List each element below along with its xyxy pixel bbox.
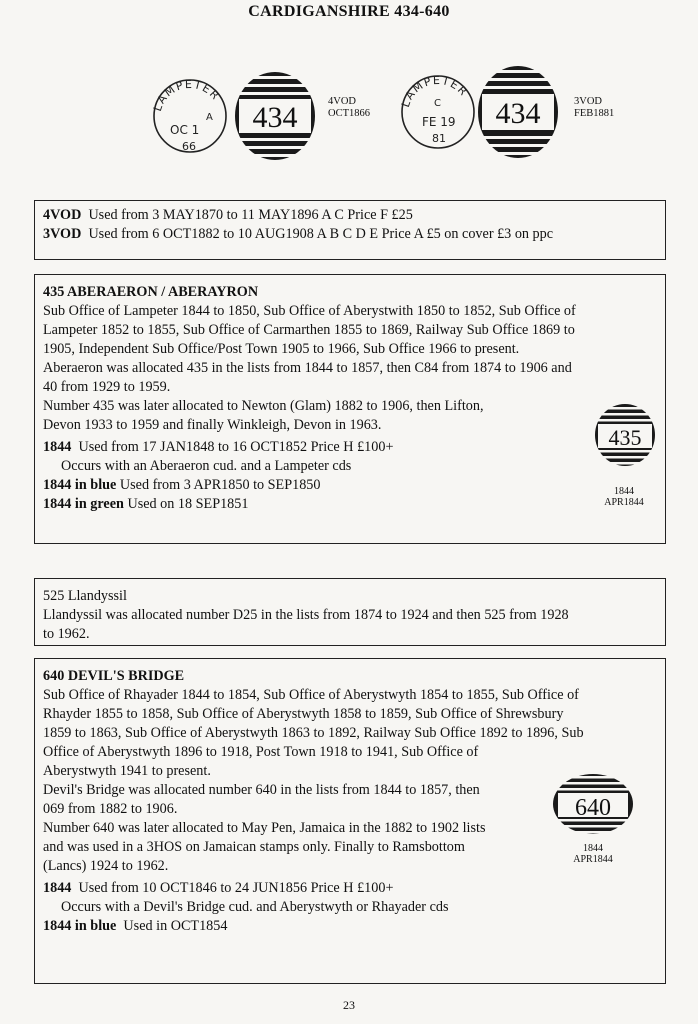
usage-note: Occurs with a Devil's Bridge cud. and Aberystwyth or Rhayader cds xyxy=(61,899,449,915)
entry-box-525-llandyssil xyxy=(34,578,666,646)
svg-text:A: A xyxy=(206,112,213,123)
entry-text-line: Aberystwyth 1941 to present. xyxy=(43,763,211,779)
page-number: 23 xyxy=(343,998,355,1012)
svg-text:435: 435 xyxy=(608,425,642,450)
entry-box-435-aberaeron xyxy=(34,274,666,544)
postmark-label-right: 3VOD FEB1881 xyxy=(574,96,615,119)
usage-row: 1844 Used from 17 JAN1848 to 16 OCT1852 Price H £100+ xyxy=(43,439,394,455)
entry-text-line: 069 from 1882 to 1906. xyxy=(43,801,178,817)
entry-text-line: Aberaeron was allocated 435 in the lists from 1844 to 1857, then C84 from 1874 to 1906 and xyxy=(43,360,572,376)
usage-row: 1844 in blue Used from 3 APR1850 to SEP1850 xyxy=(43,477,321,493)
usage-row: 1844 in green Used on 18 SEP1851 xyxy=(43,496,249,512)
entry-heading: 435 ABERAERON / ABERAYRON xyxy=(43,284,259,300)
entry-text-line: Rhayder 1855 to 1858, Sub Office of Aberystwyth 1858 to 1859, Sub Office of Shrewsbury xyxy=(43,706,564,722)
entry-text-line: (Lancs) 1924 to 1962. xyxy=(43,858,169,874)
svg-text:LAMPETER: LAMPETER xyxy=(150,77,223,113)
entry-text-line: and was used in a 3HOS on Jamaican stamps only. Finally to Ramsbottom xyxy=(43,839,465,855)
entry-text-line: Number 640 was later allocated to May Pen, Jamaica in the 1882 to 1902 lists xyxy=(43,820,486,836)
usage-row-3vod: 3VOD Used from 6 OCT1882 to 10 AUG1908 A B C D E Price A £5 on cover £3 on ppc xyxy=(43,226,554,242)
entry-text-line: to 1962. xyxy=(43,626,90,642)
entry-text-line: Devon 1933 to 1959 and finally Winkleigh, Devon in 1963. xyxy=(43,417,382,433)
entry-text-line: Sub Office of Rhayader 1844 to 1854, Sub Office of Aberystwyth 1854 to 1855, Sub Office of xyxy=(43,687,579,703)
numeral-434-barred-oval-right xyxy=(472,66,566,158)
numeral-435-barred-oval xyxy=(593,403,657,467)
usage-row: 1844 in blue Used in OCT1854 xyxy=(43,918,228,934)
entry-text-line: Lampeter 1852 to 1855, Sub Office of Carmarthen 1855 to 1869, Railway Sub Office 1869 to xyxy=(43,322,575,338)
lampeter-cds-left xyxy=(151,78,226,153)
svg-text:66: 66 xyxy=(182,140,196,153)
usage-row-4vod: 4VOD Used from 3 MAY1870 to 11 MAY1896 A C Price F £25 xyxy=(43,207,413,223)
postmark-label-left: 4VOD OCT1866 xyxy=(328,96,370,119)
svg-text:OC 1: OC 1 xyxy=(170,123,200,137)
entry-box-640-devils-bridge xyxy=(34,658,666,984)
lampeter-434-postmark-right xyxy=(396,60,566,164)
entry-text-line: Office of Aberystwyth 1896 to 1918, Post Town 1918 to 1941, Sub Office of xyxy=(43,744,479,760)
svg-text:C: C xyxy=(434,98,441,109)
svg-text:LAMPETER: LAMPETER xyxy=(398,73,471,109)
svg-text:81: 81 xyxy=(432,132,446,145)
svg-text:434: 434 xyxy=(495,97,541,130)
svg-text:FE 19: FE 19 xyxy=(422,115,456,129)
usage-note: Occurs with an Aberaeron cud. and a Lampeter cds xyxy=(61,458,352,474)
entry-text-line: 1905, Independent Sub Office/Post Town 1905 to 1966, Sub Office 1966 to present. xyxy=(43,341,520,357)
usage-row: 1844 Used from 10 OCT1846 to 24 JUN1856 Price H £100+ xyxy=(43,880,394,896)
entry-text-line: 40 from 1929 to 1959. xyxy=(43,379,171,395)
entry-heading: 525 Llandyssil xyxy=(43,588,127,604)
numeral-640-barred-oval xyxy=(551,773,635,835)
svg-text:434: 434 xyxy=(252,101,298,134)
entry-text-line: 1859 to 1863, Sub Office of Aberystwyth 1863 to 1892, Railway Sub Office 1892 to 1896, Sub xyxy=(43,725,584,741)
entry-text-line: Number 435 was later allocated to Newton (Glam) 1882 to 1906, then Lifton, xyxy=(43,398,484,414)
numeral-434-barred-oval xyxy=(228,72,320,160)
svg-text:640: 640 xyxy=(575,795,611,821)
figure-label-640: 1844 APR1844 xyxy=(573,843,613,865)
entry-heading: 640 DEVIL'S BRIDGE xyxy=(43,668,185,684)
figure-label-435: 1844 APR1844 xyxy=(604,486,644,508)
entry-text-line: Llandyssil was allocated number D25 in the lists from 1874 to 1924 and then 525 from 1928 xyxy=(43,607,569,623)
lampeter-434-postmark-left xyxy=(148,68,320,166)
lampeter-cds-right xyxy=(399,74,474,148)
entry-text-line: Sub Office of Lampeter 1844 to 1850, Sub Office of Aberystwith 1850 to 1852, Sub Office of xyxy=(43,303,576,319)
page-title: CARDIGANSHIRE 434-640 xyxy=(248,3,450,20)
entry-text-line: Devil's Bridge was allocated number 640 in the lists from 1844 to 1857, then xyxy=(43,782,480,798)
usage-box-434 xyxy=(34,200,666,260)
